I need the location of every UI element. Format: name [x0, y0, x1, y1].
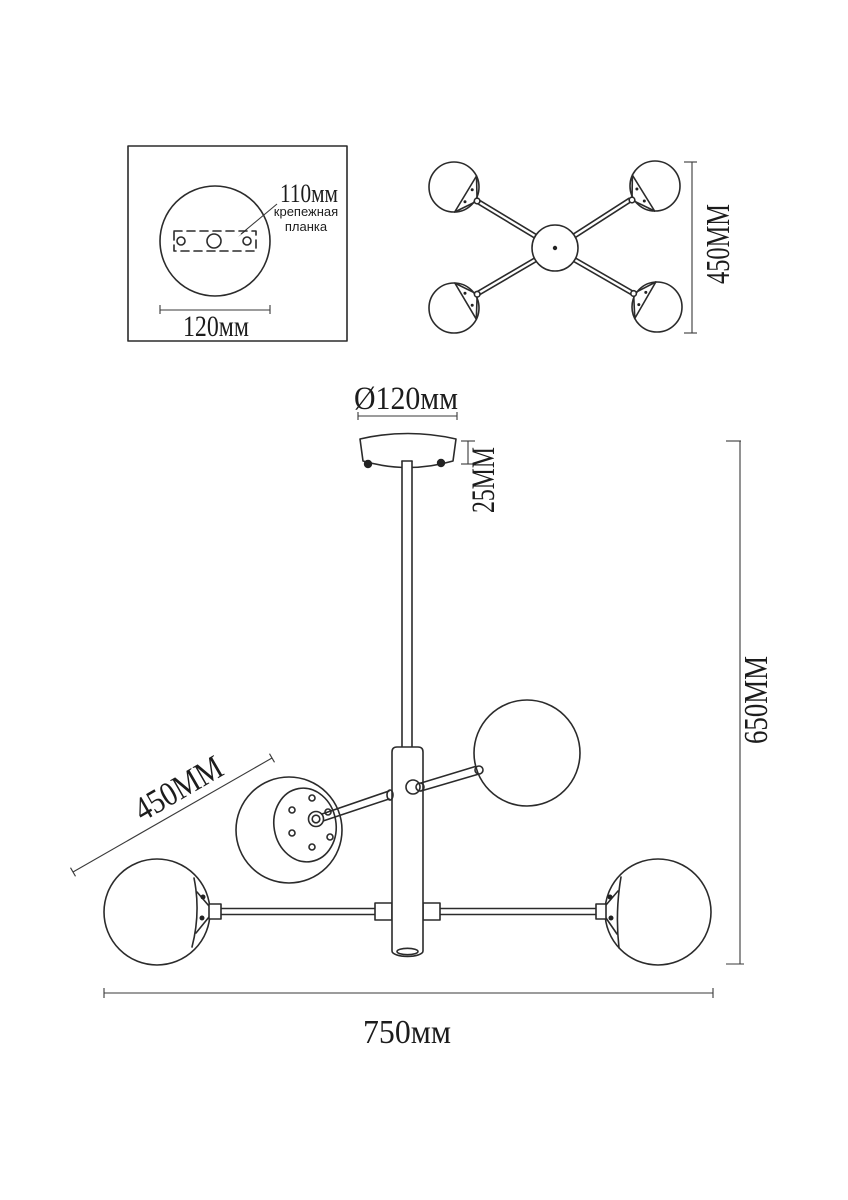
spread-label: 450ММ [700, 172, 737, 284]
arm-dim-tick-end [270, 754, 275, 763]
canopy-screw-left [364, 460, 372, 468]
globe-outline [474, 700, 580, 806]
lamp-far-right [596, 859, 711, 965]
total-width-label: 750мм [363, 1014, 451, 1051]
top-view-globe-lower-left [429, 283, 480, 333]
bar-coupler-left [375, 903, 392, 920]
top-plan-view [429, 161, 737, 333]
bracket-hole-left [177, 237, 185, 245]
total-width-dimension [104, 988, 713, 1051]
canopy-diameter-label: Ø120мм [354, 381, 459, 417]
bar-connector-left [209, 904, 221, 919]
central-hub-dot [553, 246, 557, 250]
lamp-far-left [104, 859, 221, 965]
lamp-upper-left-face [236, 777, 393, 883]
bracket-name-line1: крепежная [273, 204, 339, 219]
total-height-label: 650ММ [738, 632, 775, 744]
bracket-hole-right [243, 237, 251, 245]
bar-connector-right [596, 904, 606, 919]
top-view-globe-lower-right [631, 282, 682, 332]
canopy-screw-right [437, 459, 445, 467]
bracket-hole-center [207, 234, 221, 248]
arm-socket-right [406, 780, 420, 794]
bracket-width-label: 110мм [280, 179, 338, 208]
mounting-plate-detail-view [128, 146, 347, 343]
bar-coupler-right [423, 903, 440, 920]
top-view-globe-upper-right [629, 161, 680, 211]
total-height-dimension [726, 441, 775, 964]
top-view-globe-upper-left [429, 162, 480, 212]
stem-rod-fill [402, 461, 412, 749]
lamp-upper-right [406, 700, 580, 806]
globe-outline [605, 859, 711, 965]
arm-hub [309, 812, 324, 827]
arm-length-label: 450ММ [127, 741, 243, 829]
central-body-cylinder [392, 747, 423, 957]
plate-diameter-label: 120мм [183, 310, 250, 343]
bracket-name-line2: планка [284, 219, 328, 234]
front-view [71, 381, 776, 1051]
globe-outline [104, 859, 210, 965]
canopy-height-label: 25ММ [466, 421, 502, 513]
arm-dim-tick-start [71, 868, 76, 877]
